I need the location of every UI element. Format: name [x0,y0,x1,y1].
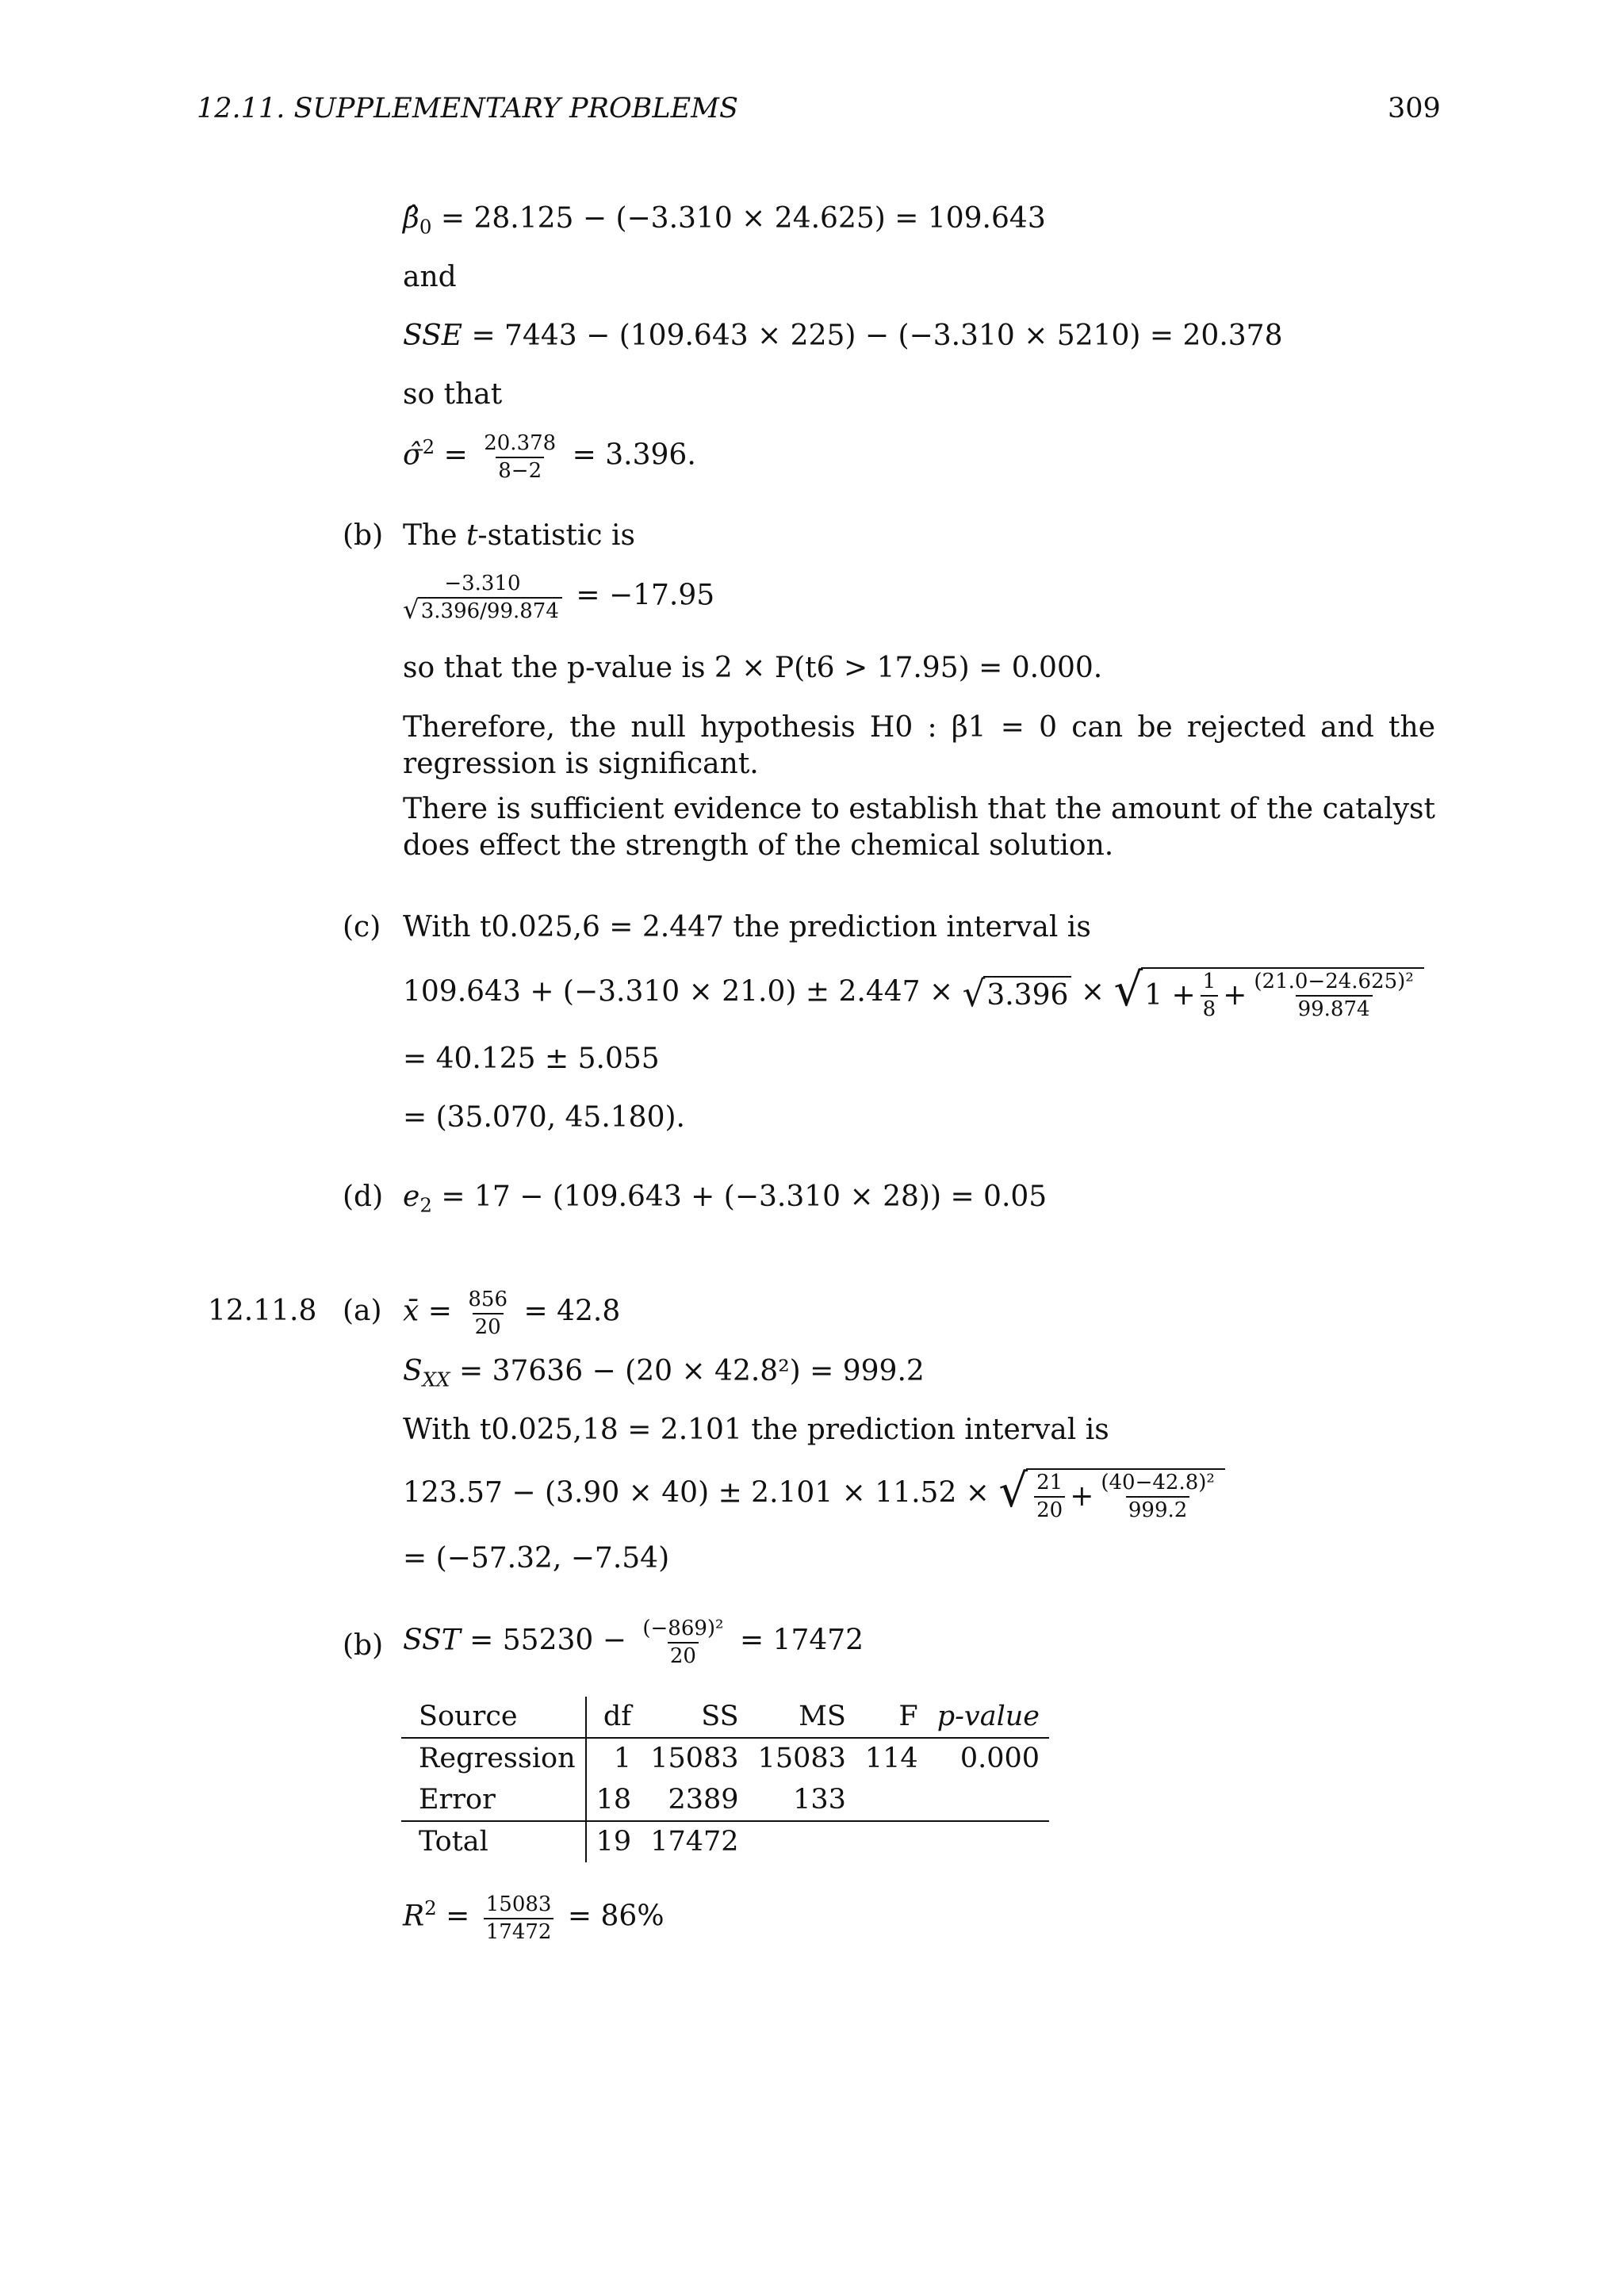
prediction-interval-expression: 109.643 + (−3.310 × 21.0) ± 2.447 × √ 3.396 × √ 1 + $\frac{1}{8}$ + $\frac{\text{(21.0−24.625)²}}{99.874}$ [403,967,1424,1020]
table-cell: 2389 [668,1783,739,1816]
sse-equation: SSE = 7443 − (109.643 × 225) − (−3.310 × 5210) = 20.378 [403,320,1283,352]
table-cell: 133 [793,1783,846,1816]
r-squared-equation: $R^2$ = $\frac{15083}{17472}$ = 86% [403,1892,665,1944]
prediction-interval-expression-2: 123.57 − (3.90 × 40) ± 2.101 × 11.52 × √ $\frac{21}{20}$ + $\frac{\text{(40−42.8)²}}{999.2}$ [403,1468,1225,1521]
t-statistic-equation: −3.310 √ 3.396/99.874 = −17.95 [403,572,715,625]
with-t-line: With t0.025,18 = 2.101 the prediction interval is [403,1414,1109,1446]
evidence-paragraph: There is sufficient evidence to establish that the amount of the catalyst does effect the strength of the chemical solution. [403,793,1435,862]
table-row [401,1738,1049,1779]
table-cell [928,1821,1049,1862]
table-cell: Regression [401,1738,586,1779]
table-cell: 15083 [749,1738,856,1779]
running-header: 12.11. SUPPLEMENTARY PROBLEMS [197,93,738,124]
page-number: 309 [1388,93,1441,124]
header-ms: MS [799,1701,846,1732]
part-c-intro: With t0.025,6 = 2.447 the prediction interval is [403,911,1091,943]
header-ss: SS [701,1701,739,1732]
part-b-label: (b) [343,519,384,552]
part-c-label: (c) [343,911,381,943]
anova-table [401,1697,1049,1862]
sqrt-mse: √ 3.396 [963,976,1072,1012]
part-b2-label: (b) [343,1629,384,1662]
part-b-intro: The t-statistic is [403,519,636,552]
table-cell: Error [401,1780,586,1821]
table-cell: 18 [596,1783,632,1816]
table-row [401,1780,1049,1821]
table-cell: 114 [856,1738,928,1779]
table-cell: Total [401,1821,586,1862]
therefore-paragraph: Therefore, the null hypothesis H0 : β1 = 0 can be rejected and the regression is significant. [403,711,1435,780]
sigma-fraction: $\frac{20.378}{8-2}$ [484,431,557,483]
header-df: df [603,1701,632,1732]
header-p-value: p-value [936,1701,1040,1732]
table-cell: 17472 [641,1821,748,1862]
sxx-equation: $S_{XX} = 37636 - (20 \times 42.8^2) = 999.2$ [403,1355,925,1391]
so-that-text: so that [403,378,503,411]
table-cell [749,1821,856,1862]
table-cell [928,1780,1049,1821]
sigma-equation: σ̂$^2$ = $\frac{20.378}{8-2}$ = 3.396. [403,431,696,483]
and-text: and [403,261,457,293]
interval-line-3: = (35.070, 45.180). [403,1101,685,1134]
sst-equation: SST = 55230 − $\frac{\text{(−869)²}}{20}$ = 17472 [403,1617,864,1668]
residual-equation: $e_2 = 17 - (109.643 + (-3.310 \times 28)) = 0.05$ [403,1181,1048,1217]
part-a-label: (a) [343,1295,382,1327]
table-cell [856,1821,928,1862]
xbar-equation: x̄ = $\frac{856}{20}$ = 42.8 [403,1288,621,1339]
table-header-row [401,1697,1049,1738]
t-statistic-fraction: −3.310 √ 3.396/99.874 [403,572,562,622]
header-source: Source [401,1697,586,1738]
part-d-label: (d) [343,1181,384,1213]
p-value-line: so that the p-value is 2 × P(t6 > 17.95) = 0.000. [403,652,1103,684]
sqrt-variance-term-2: √ $\frac{21}{20}$ + $\frac{\text{(40−42.8)²}}{999.2}$ [998,1468,1224,1521]
table-cell: 15083 [641,1738,748,1779]
table-cell: 19 [586,1821,642,1862]
table-row [401,1821,1049,1862]
problem-number: 12.11.8 [208,1295,317,1327]
interval-line-2: = 40.125 ± 5.055 [403,1043,660,1075]
table-cell: 0.000 [928,1738,1049,1779]
header-f: F [898,1701,918,1732]
table-cell [856,1780,928,1821]
sqrt-variance-term: √ 1 + $\frac{1}{8}$ + $\frac{\text{(21.0−24.625)²}}{99.874}$ [1113,967,1423,1020]
table-cell: 1 [586,1738,642,1779]
beta0-equation: $\betâ_0 = 28.125 - (-3.310 \times 24.625) = 109.643$ [403,202,1046,239]
interval-result: = (−57.32, −7.54) [403,1542,670,1575]
